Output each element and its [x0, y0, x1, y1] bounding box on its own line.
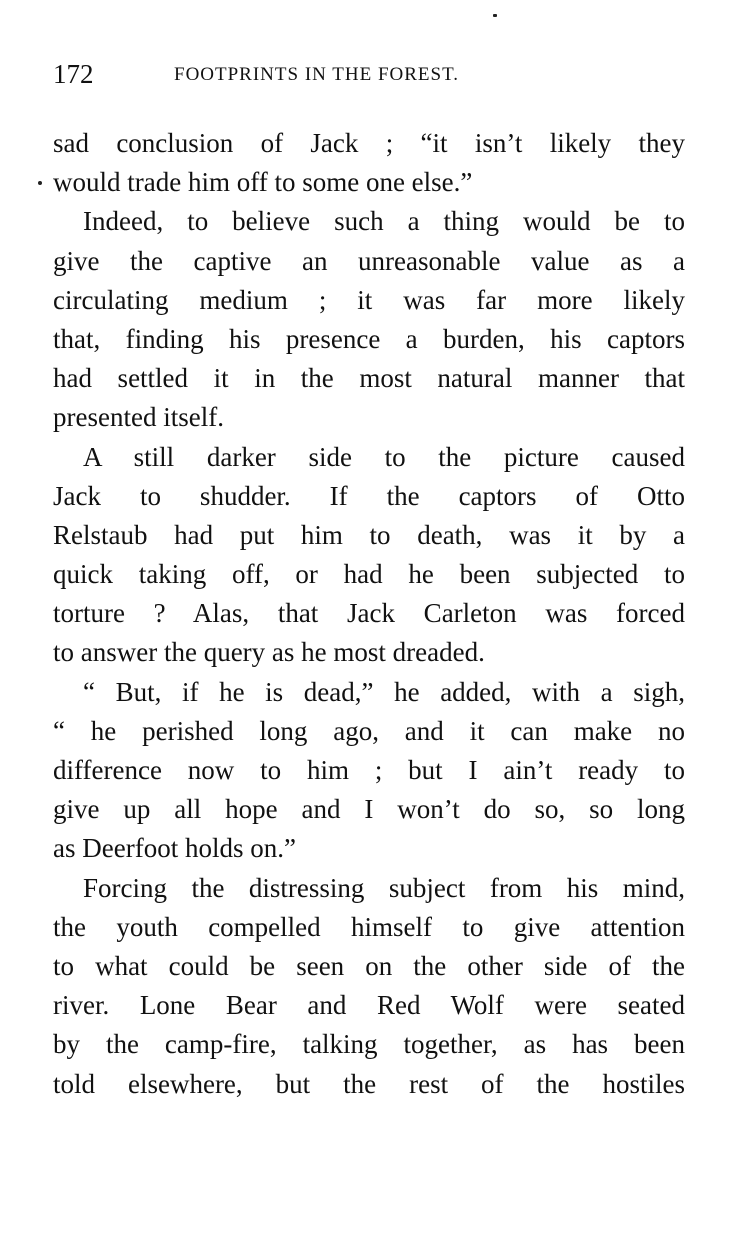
paragraph: [53, 124, 685, 202]
text-line: “ But, if he is dead,” he added, with a sigh,: [83, 676, 685, 707]
text-line: to answer the query as he most dreaded.: [53, 637, 485, 668]
text-line: give the captive an unreasonable value as a: [53, 245, 685, 276]
text-line: circulating medium ; it was far more likely: [53, 284, 685, 315]
text-line: would trade him off to some one else.”: [53, 167, 473, 198]
text-line: Jack to shudder. If the captors of Otto: [53, 480, 685, 511]
text-line: river. Lone Bear and Red Wolf were seated: [53, 990, 685, 1021]
text-line: that, finding his presence a burden, his captors: [53, 323, 685, 354]
text-line: as Deerfoot holds on.”: [53, 833, 296, 864]
text-line: Indeed, to believe such a thing would be to: [83, 206, 685, 237]
text-line: Relstaub had put him to death, was it by a: [53, 519, 685, 550]
print-speck: [493, 14, 497, 17]
paragraph: [53, 202, 685, 437]
body-text: [53, 124, 685, 1104]
page-number: 172: [53, 59, 94, 89]
print-speck: [38, 181, 42, 185]
text-line: quick taking off, or had he been subjected to: [53, 559, 685, 590]
text-line: told elsewhere, but the rest of the hostiles: [53, 1068, 685, 1099]
paragraph: [53, 673, 685, 869]
text-line: difference now to him ; but I ain’t ready to: [53, 755, 685, 785]
text-line: the youth compelled himself to give attention: [53, 911, 685, 942]
paragraph: [53, 438, 685, 673]
text-line: to what could be seen on the other side of the: [53, 950, 685, 981]
text-line: Forcing the distressing subject from his mind,: [83, 872, 685, 903]
text-line: A still darker side to the picture caused: [83, 441, 685, 472]
paragraph: [53, 869, 685, 1104]
text-line: by the camp-fire, talking together, as has been: [53, 1029, 685, 1060]
page-header: [53, 56, 685, 96]
text-line: sad conclusion of Jack ; “it isn’t likely they: [53, 128, 685, 158]
text-line: “ he perished long ago, and it can make no: [53, 715, 685, 746]
text-line: give up all hope and I won’t do so, so long: [53, 794, 685, 825]
text-line: had settled it in the most natural manner that: [53, 363, 685, 394]
running-title: FOOTPRINTS IN THE FOREST.: [174, 64, 460, 85]
text-line: presented itself.: [53, 402, 224, 433]
text-line: torture ? Alas, that Jack Carleton was forced: [53, 598, 685, 629]
